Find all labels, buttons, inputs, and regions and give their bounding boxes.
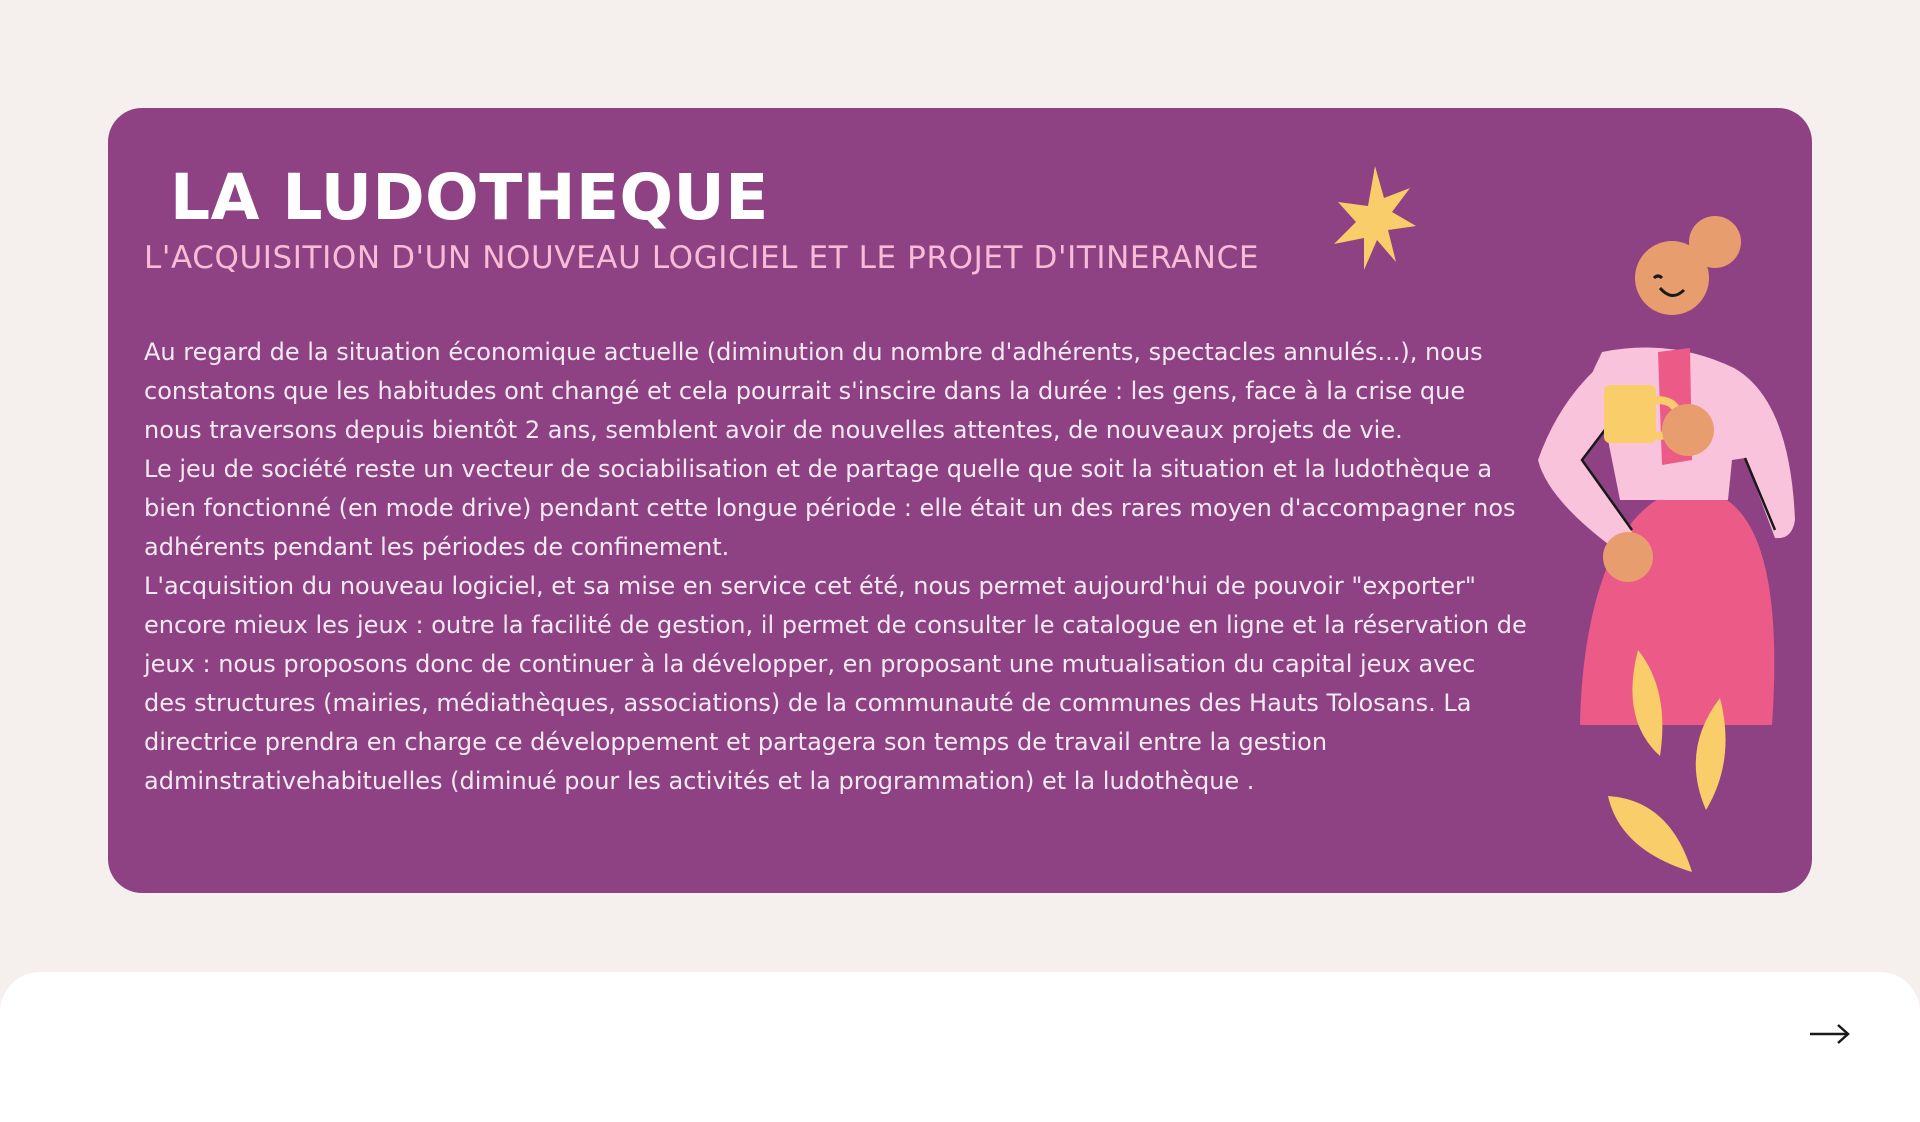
left-hand [1603,532,1653,582]
body-line: constatons que les habitudes ont changé et cela pourrait s'inscire dans la durée : les gens, face à la crise que [144,377,1466,405]
body-line: L'acquisition du nouveau logiciel, et sa mise en service cet été, nous permet aujourd'hui de pouvoir "exporter" [144,572,1476,600]
body-line: encore mieux les jeux : outre la facilité de gestion, il permet de consulter le catalogue en ligne et la réservation de [144,611,1527,639]
sparkle-star-icon [1334,166,1416,270]
right-hand [1662,404,1714,456]
slide-title: LA LUDOTHEQUE [170,161,769,234]
body-line: bien fonctionné (en mode drive) pendant cette longue période : elle était un des rares moyen d'accompagner nos [144,494,1516,522]
mug [1604,385,1656,443]
body-line: des structures (mairies, médiathèques, associations) de la communauté de communes des Hauts Tolosans. La [144,689,1472,717]
body-line: adhérents pendant les périodes de confinement. [144,533,730,561]
body-text [144,333,1527,801]
arrow-right-icon[interactable] [1808,1018,1852,1050]
body-line: adminstrativehabituelles (diminué pour les activités et la programmation) et la ludothèque . [144,767,1255,795]
body-line: jeux : nous proposons donc de continuer à la développer, en proposant une mutualisation du capital jeux avec [144,650,1476,678]
slide-subtitle: L'ACQUISITION D'UN NOUVEAU LOGICIEL ET LE PROJET D'ITINERANCE [144,240,1259,276]
body-line: nous traversons depuis bientôt 2 ans, semblent avoir de nouvelles attentes, de nouveaux projets de vie. [144,416,1403,444]
bottom-panel [0,972,1920,1122]
head [1635,241,1709,315]
body-line: Au regard de la situation économique actuelle (diminution du nombre d'adhérents, spectacles annulés...), nous [144,338,1483,366]
leaf [1608,796,1692,872]
body-line: Le jeu de société reste un vecteur de sociabilisation et de partage quelle que soit la situation et la ludothèque a [144,455,1493,483]
body-line: directrice prendra en charge ce développement et partagera son temps de travail entre la gestion [144,728,1328,756]
woman-with-mug-illustration [1320,160,1820,880]
